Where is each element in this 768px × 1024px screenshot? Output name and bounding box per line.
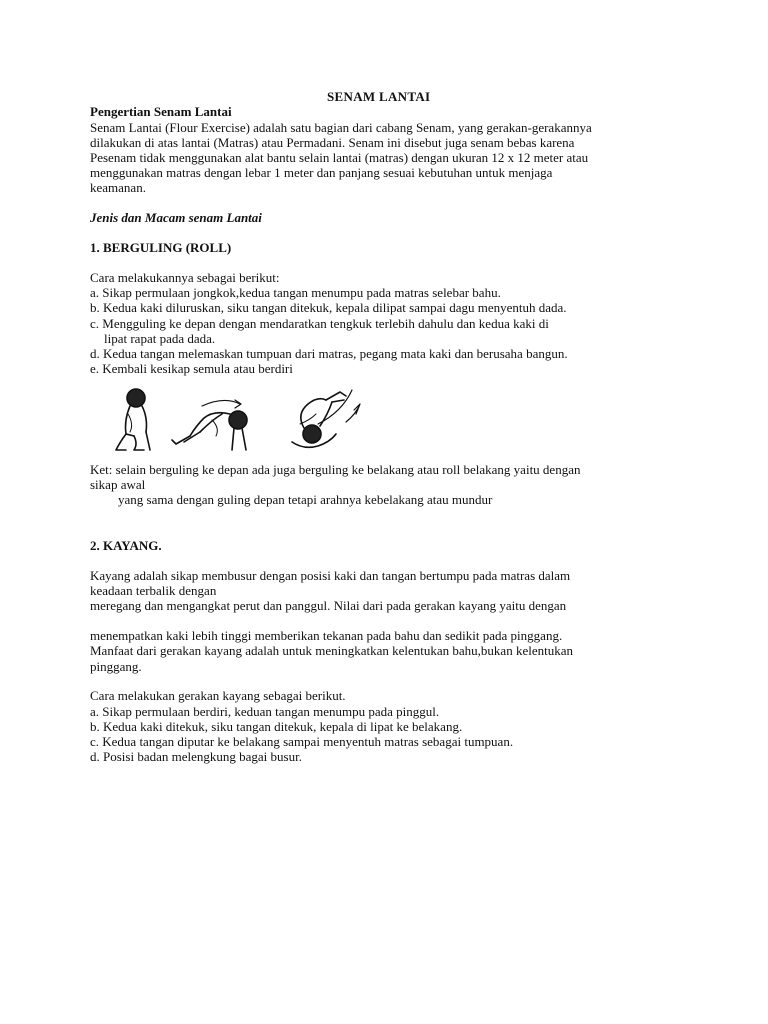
figure-crouch [116, 389, 150, 450]
forward-roll-illustration [104, 384, 370, 456]
pengertian-line-5: keamanan. [90, 180, 146, 195]
pengertian-line-4: menggunakan matras dengan lebar 1 meter dan panjang sesuai kebutuhan untuk menjaga [90, 165, 553, 180]
berguling-step-a: a. Sikap permulaan jongkok,kedua tangan menumpu pada matras selebar bahu. [90, 285, 501, 300]
kayang-intro: Cara melakukan gerakan kayang sebagai berikut. [90, 688, 346, 703]
kayang-step-d: d. Posisi badan melengkung bagai busur. [90, 749, 302, 764]
kayang-para-line-4: menempatkan kaki lebih tinggi memberikan tekanan pada bahu dan sedikit pada pinggang. [90, 628, 563, 643]
figure-dive [172, 400, 247, 450]
kayang-para-line-5: Manfaat dari gerakan kayang adalah untuk meningkatkan kelentukan bahu,bukan kelentukan [90, 643, 573, 658]
pengertian-line-1: Senam Lantai (Flour Exercise) adalah satu bagian dari cabang Senam, yang gerakan-gerakannya [90, 120, 592, 135]
berguling-note-line-1: Ket: selain berguling ke depan ada juga berguling ke belakang atau roll belakang yaitu dengan [90, 462, 581, 477]
kayang-para-line-1: Kayang adalah sikap membusur dengan posisi kaki dan tangan bertumpu pada matras dalam [90, 568, 571, 583]
kayang-step-b: b. Kedua kaki ditekuk, siku tangan ditekuk, kepala di lipat ke belakang. [90, 719, 463, 734]
berguling-step-e: e. Kembali kesikap semula atau berdiri [90, 361, 293, 376]
figure-roll [292, 390, 360, 447]
kayang-heading: 2. KAYANG. [90, 538, 162, 553]
kayang-para-line-3: meregang dan mengangkat perut dan panggul. Nilai dari pada gerakan kayang yaitu dengan [90, 598, 567, 613]
berguling-note-line-2: sikap awal [90, 477, 146, 492]
berguling-step-c: c. Mengguling ke depan dengan mendaratkan tengkuk terlebih dahulu dan kedua kaki di [90, 316, 549, 331]
berguling-note-line-3: yang sama dengan guling depan tetapi arahnya kebelakang atau mundur [118, 492, 493, 507]
berguling-heading: 1. BERGULING (ROLL) [90, 240, 232, 255]
berguling-step-c-cont: lipat rapat pada dada. [104, 331, 216, 346]
document-title: SENAM LANTAI [327, 89, 431, 104]
kayang-step-c: c. Kedua tangan diputar ke belakang sampai menyentuh matras sebagai tumpuan. [90, 734, 514, 749]
pengertian-line-3: Pesenam tidak menggunakan alat bantu selain lantai (matras) dengan ukuran 12 x 12 meter atau [90, 150, 589, 165]
berguling-intro: Cara melakukannya sebagai berikut: [90, 270, 280, 285]
pengertian-heading: Pengertian Senam Lantai [90, 104, 232, 119]
kayang-para-line-2: keadaan terbalik dengan [90, 583, 217, 598]
berguling-step-d: d. Kedua tangan melemaskan tumpuan dari matras, pegang mata kaki dan berusaha bangun. [90, 346, 568, 361]
berguling-step-b: b. Kedua kaki diluruskan, siku tangan ditekuk, kepala dilipat sampai dagu menyentuh dada. [90, 300, 567, 315]
kayang-step-a: a. Sikap permulaan berdiri, keduan tangan menumpu pada pinggul. [90, 704, 440, 719]
kayang-para-line-6: pinggang. [90, 659, 142, 674]
jenis-heading: Jenis dan Macam senam Lantai [90, 210, 262, 225]
pengertian-line-2: dilakukan di atas lantai (Matras) atau Permadani. Senam ini disebut juga senam bebas karena [90, 135, 575, 150]
